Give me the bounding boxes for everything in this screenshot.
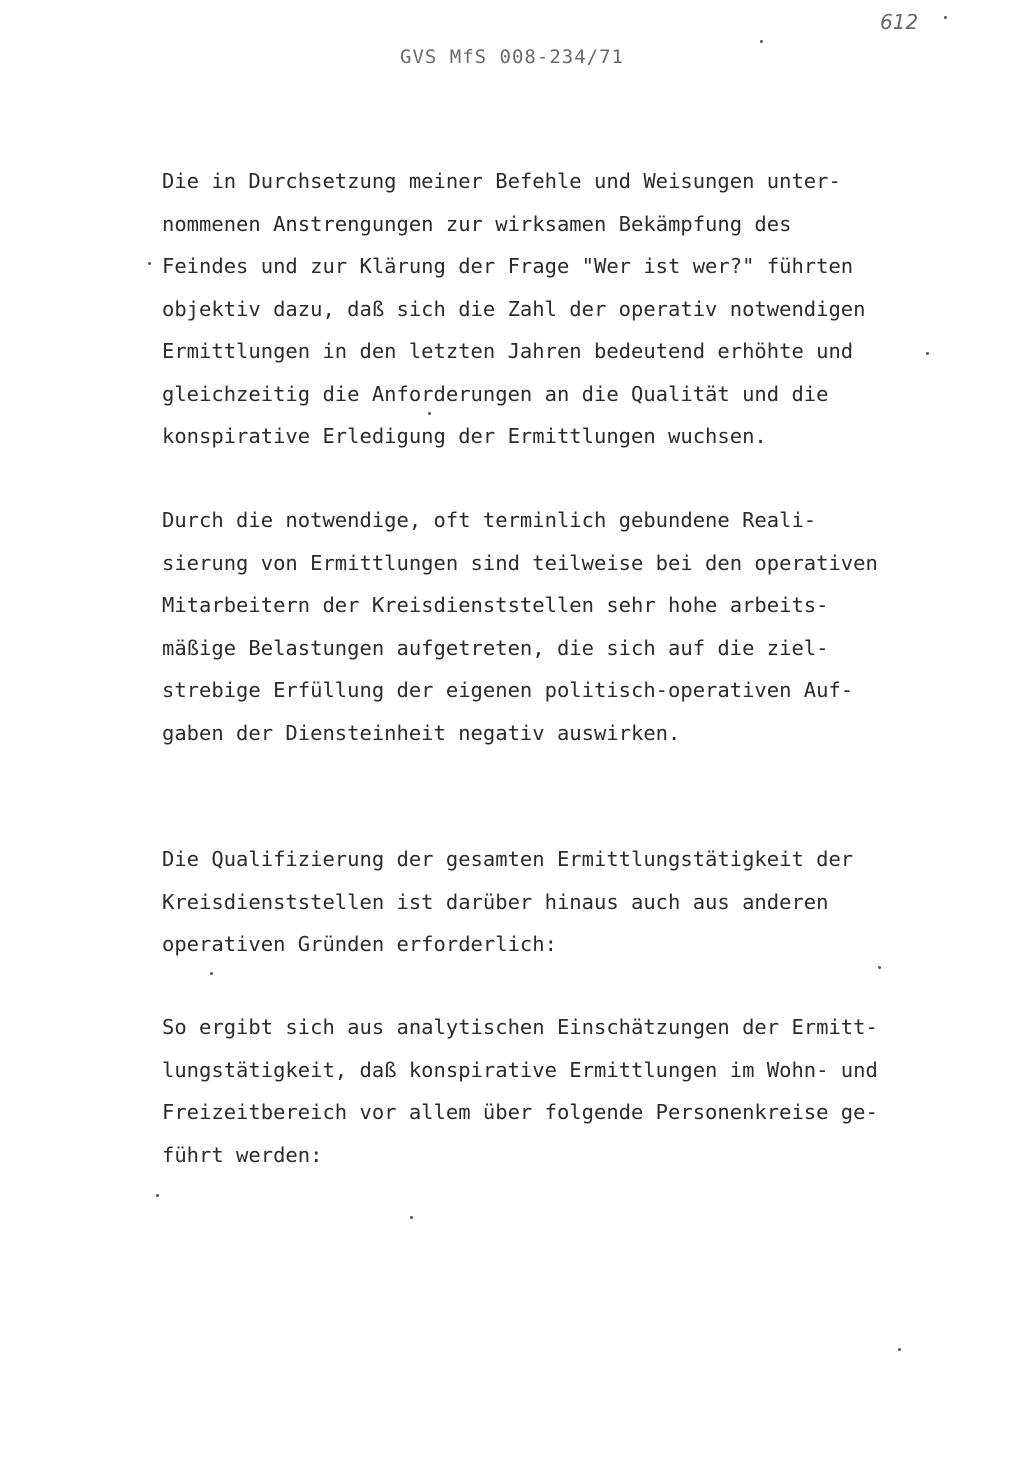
paragraph-3	[162, 838, 952, 966]
text-line: Kreisdienststellen ist darüber hinaus auch aus anderen	[162, 889, 829, 914]
text-line: nommenen Anstrengungen zur wirksamen Bekämpfung des	[162, 211, 792, 236]
text-line: Feindes und zur Klärung der Frage "Wer ist wer?" führten	[162, 254, 854, 278]
text-line: Freizeitbereich vor allem über folgende Personenkreise ge-	[162, 1100, 878, 1124]
scan-speck	[428, 412, 431, 415]
text-line: strebige Erfüllung der eigenen politisch-operativen Auf-	[162, 678, 854, 702]
scan-speck	[878, 966, 881, 969]
scan-speck	[410, 1216, 413, 1219]
text-line: gaben der Diensteinheit negativ auswirken.	[162, 720, 681, 745]
text-line: gleichzeitig die Anforderungen an die Qualität und die	[162, 381, 829, 406]
paragraph-1	[162, 160, 952, 458]
text-line: objektiv dazu, daß sich die Zahl der operativ notwendigen	[162, 296, 866, 321]
text-line: Die in Durchsetzung meiner Befehle und Weisungen unter-	[162, 169, 841, 193]
text-line: konspirative Erledigung der Ermittlungen wuchsen.	[162, 424, 767, 448]
scan-speck	[926, 352, 929, 355]
scan-speck	[760, 40, 763, 43]
scan-speck	[944, 16, 947, 19]
text-line: Mitarbeitern der Kreisdienststellen sehr hohe arbeits-	[162, 593, 829, 617]
scan-speck	[148, 262, 151, 265]
text-line: Durch die notwendige, oft terminlich gebundene Reali-	[162, 508, 817, 532]
text-line: operativen Gründen erforderlich:	[162, 932, 557, 956]
text-line: So ergibt sich aus analytischen Einschätzungen der Ermitt-	[162, 1015, 878, 1039]
text-line: Die Qualifizierung der gesamten Ermittlungstätigkeit der	[162, 847, 854, 871]
paragraph-4	[162, 1006, 952, 1176]
scan-speck	[156, 1194, 159, 1197]
text-line: Ermittlungen in den letzten Jahren bedeutend erhöhte und	[162, 339, 854, 363]
scan-speck	[898, 1348, 901, 1351]
page-number: 612	[880, 10, 919, 34]
text-line: sierung von Ermittlungen sind teilweise bei den operativen	[162, 550, 878, 575]
text-line: lungstätigkeit, daß konspirative Ermittlungen im Wohn- und	[162, 1057, 878, 1082]
document-header: GVS MfS 008-234/71	[400, 46, 624, 68]
paragraph-2	[162, 499, 952, 754]
scan-speck	[210, 972, 213, 975]
text-line: führt werden:	[162, 1142, 323, 1167]
text-line: mäßige Belastungen aufgetreten, die sich auf die ziel-	[162, 635, 829, 660]
